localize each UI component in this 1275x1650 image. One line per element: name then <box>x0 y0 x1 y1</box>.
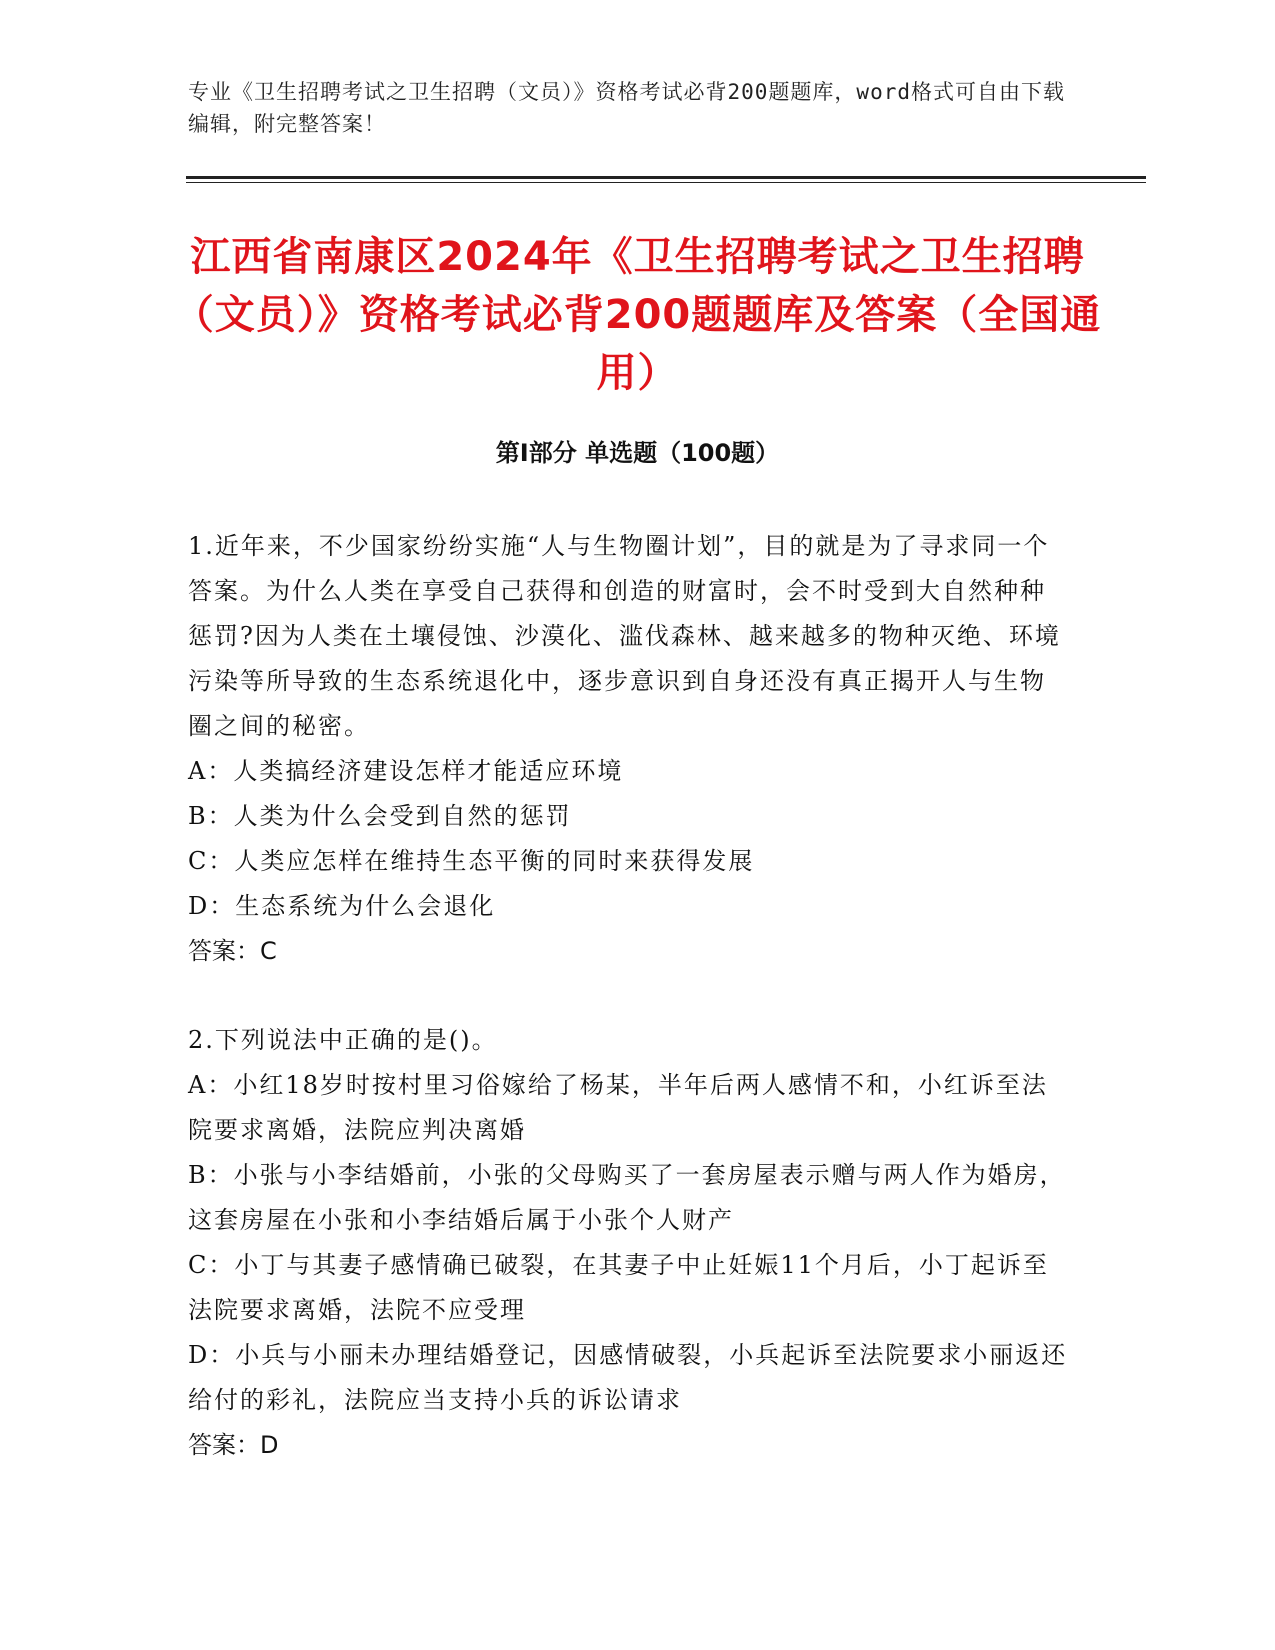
option-d: D：生态系统为什么会退化 <box>188 892 496 920</box>
answer: 答案：C <box>188 937 277 965</box>
question-1 <box>188 524 1068 974</box>
option-c: C：小丁与其妻子感情确已破裂，在其妻子中止妊娠11个月后，小丁起诉至法院要求离婚，法院不应受理 <box>188 1251 1049 1324</box>
option-d: D：小兵与小丽未办理结婚登记，因感情破裂，小兵起诉至法院要求小丽返还给付的彩礼，法院应当支持小兵的诉讼请求 <box>188 1341 1068 1414</box>
question-2 <box>188 1018 1068 1468</box>
header-note: 专业《卫生招聘考试之卫生招聘（文员）》资格考试必背200题题库，word格式可自由下载编辑，附完整答案！ <box>188 80 1065 136</box>
question-list <box>188 524 1068 1512</box>
question-stem: 2.下列说法中正确的是()。 <box>188 1026 498 1054</box>
option-b: B：人类为什么会受到自然的惩罚 <box>188 802 572 830</box>
header-divider-thick <box>186 176 1146 179</box>
option-a: A：小红18岁时按村里习俗嫁给了杨某，半年后两人感情不和，小红诉至法院要求离婚，法院应判决离婚 <box>188 1071 1048 1144</box>
header-divider-thin <box>186 182 1146 183</box>
option-b: B：小张与小李结婚前，小张的父母购买了一套房屋表示赠与两人作为婚房，这套房屋在小张和小李结婚后属于小张个人财产 <box>188 1161 1066 1234</box>
option-c: C：人类应怎样在维持生态平衡的同时来获得发展 <box>188 847 755 875</box>
document-title: 江西省南康区2024年《卫生招聘考试之卫生招聘（文员）》资格考试必背200题题库及答案（全国通用） <box>173 234 1102 396</box>
section-title: 第Ⅰ部分 单选题（100题） <box>495 439 780 467</box>
option-a: A：人类搞经济建设怎样才能适应环境 <box>188 757 624 785</box>
question-stem: 1.近年来，不少国家纷纷实施“人与生物圈计划”，目的就是为了寻求同一个答案。为什么人类在享受自己获得和创造的财富时，会不时受到大自然种种惩罚?因为人类在土壤侵蚀、沙漠化、滥伐森林、越来越多的物种灭绝、环境污染等所导致的生态系统退化中，逐步意识到自身还没有真正揭开人与生物圈之间的秘密。 <box>188 532 1061 740</box>
answer: 答案：D <box>188 1431 279 1459</box>
